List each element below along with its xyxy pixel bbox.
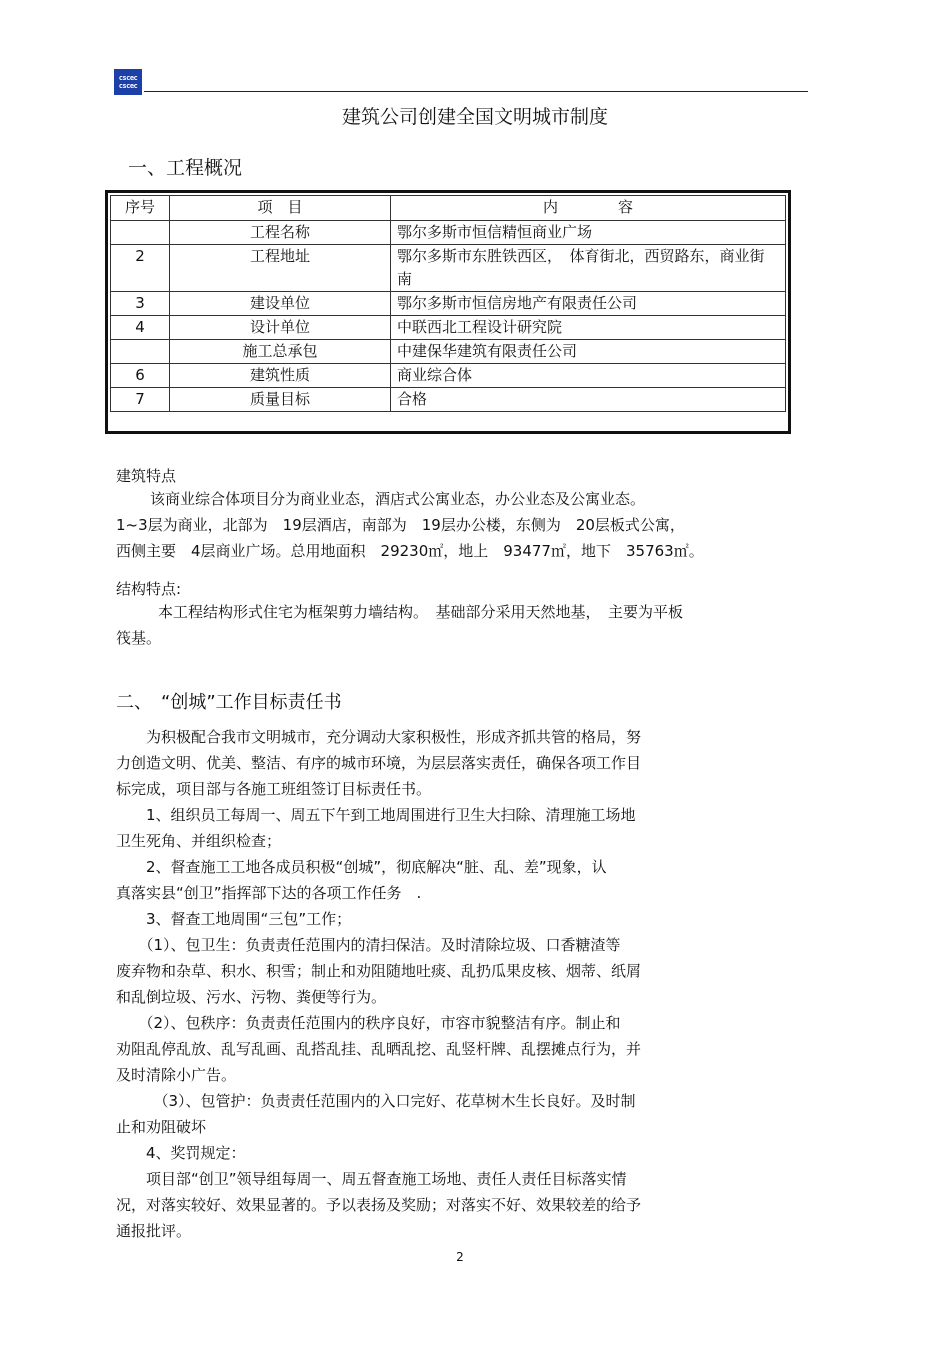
features-body (116, 486, 806, 564)
table-cell: 6 (111, 364, 170, 388)
body-line: 及时清除小广告。 (116, 1066, 237, 1084)
table-header-row (111, 196, 786, 221)
table-cell: 工程名称 (170, 221, 391, 245)
structure-body (116, 599, 806, 651)
table-cell: 中联西北工程设计研究院 (391, 316, 786, 340)
structure-line: 筏基。 (116, 629, 162, 647)
body-line: 力创造文明、优美、整洁、有序的城市环境，为层层落实责任，确保各项工作目 (116, 754, 642, 772)
body-line: 4、奖罚规定： (116, 1144, 246, 1162)
body-line: 项目部“创卫”领导组每周一、周五督查施工场地、责任人责任目标落实情 (116, 1170, 627, 1188)
body-line: 3、督查工地周围“三包”工作； (116, 910, 352, 928)
body-line: 2、督查施工工地各成员积极“创城”，彻底解决“脏、乱、差”现象，认 (116, 858, 607, 876)
body-line: （1）、包卫生：负责责任范围内的清扫保洁。及时清除垃圾、口香糖渣等 (116, 936, 621, 954)
table-cell: 设计单位 (170, 316, 391, 340)
table-cell: 工程地址 (170, 245, 391, 292)
structure-line: 本工程结构形式住宅为框架剪力墙结构。 基础部分采用天然地基， 主要为平板 (158, 603, 684, 621)
body-line: 通报批评。 (116, 1222, 192, 1240)
project-overview-table (105, 190, 791, 434)
body-line: 止和劝阻破坏 (116, 1118, 207, 1136)
table-row (111, 388, 786, 412)
header-rule (144, 91, 808, 92)
body-line: （3）、包管护：负责责任范围内的入口完好、花草树木生长良好。及时制 (116, 1092, 636, 1110)
table-row (111, 221, 786, 245)
table-row (111, 292, 786, 316)
table-row (111, 364, 786, 388)
table-cell: 中建保华建筑有限责任公司 (391, 340, 786, 364)
body-line: 废弃物和杂草、积水、积雪；制止和劝阻随地吐痰、乱扔瓜果皮核、烟蒂、纸屑 (116, 962, 642, 980)
table-row (111, 245, 786, 292)
body-line: 卫生死角、并组织检查； (116, 832, 282, 850)
section1-heading: 一、工程概况 (128, 157, 243, 179)
page-number: 2 (456, 1250, 464, 1264)
logo-text-bottom: cscec (118, 82, 138, 90)
body-line: 标完成，项目部与各施工班组签订目标责任书。 (116, 780, 432, 798)
body-line: 劝阻乱停乱放、乱写乱画、乱搭乱挂、乱晒乱挖、乱竖杆牌、乱摆摊点行为，并 (116, 1040, 642, 1058)
features-line: 1~3层为商业，北部为 19层酒店，南部为 19层办公楼，东侧为 20层板式公寓， (116, 516, 685, 534)
features-line: 西侧主要 4层商业广场。总用地面积 29230㎡，地上 93477㎡，地下 35763㎡。 (116, 542, 704, 560)
table-cell: 施工总承包 (170, 340, 391, 364)
table-cell: 鄂尔多斯市东胜铁西区， 体育街北，西贸路东，商业街南 (391, 245, 786, 292)
document-title: 建筑公司创建全国文明城市制度 (341, 106, 608, 128)
body-line: 为积极配合我市文明城市，充分调动大家积极性，形成齐抓共管的格局，努 (116, 728, 642, 746)
table-cell: 合格 (391, 388, 786, 412)
table-cell: 7 (111, 388, 170, 412)
table-cell: 鄂尔多斯市恒信房地产有限责任公司 (391, 292, 786, 316)
table-cell (111, 340, 170, 364)
company-logo (114, 69, 142, 95)
table-cell: 鄂尔多斯市恒信精恒商业广场 (391, 221, 786, 245)
table-cell: 商业综合体 (391, 364, 786, 388)
features-line: 该商业综合体项目分为商业业态，酒店式公寓业态，办公业态及公寓业态。 (150, 490, 646, 508)
body-line: 况，对落实较好、效果显著的。予以表扬及奖励；对落实不好、效果较差的给予 (116, 1196, 642, 1214)
table-cell: 3 (111, 292, 170, 316)
table-cell: 2 (111, 245, 170, 292)
table-cell: 建设单位 (170, 292, 391, 316)
table-cell: 4 (111, 316, 170, 340)
table-cell: 建筑性质 (170, 364, 391, 388)
table-row (111, 340, 786, 364)
body-line: （2）、包秩序：负责责任范围内的秩序良好，市容市貌整洁有序。制止和 (116, 1014, 621, 1032)
table-header-cell: 内 容 (391, 196, 786, 221)
section2-heading: 二、 “创城”工作目标责任书 (116, 692, 342, 713)
table-header-cell: 项 目 (170, 196, 391, 221)
logo-text-top: cscec (118, 74, 138, 82)
body-line: 1、组织员工每周一、周五下午到工地周围进行卫生大扫除、清理施工场地 (116, 806, 636, 824)
body-line: 和乱倒垃圾、污水、污物、粪便等行为。 (116, 988, 387, 1006)
section2-body (116, 724, 746, 1244)
table-row (111, 316, 786, 340)
body-line: 真落实县“创卫”指挥部下达的各项工作任务 . (116, 884, 422, 902)
structure-label: 结构特点: (116, 580, 182, 598)
table-header-cell: 序号 (111, 196, 170, 221)
features-label: 建筑特点 (116, 467, 177, 485)
table-cell: 质量目标 (170, 388, 391, 412)
table-cell (111, 221, 170, 245)
